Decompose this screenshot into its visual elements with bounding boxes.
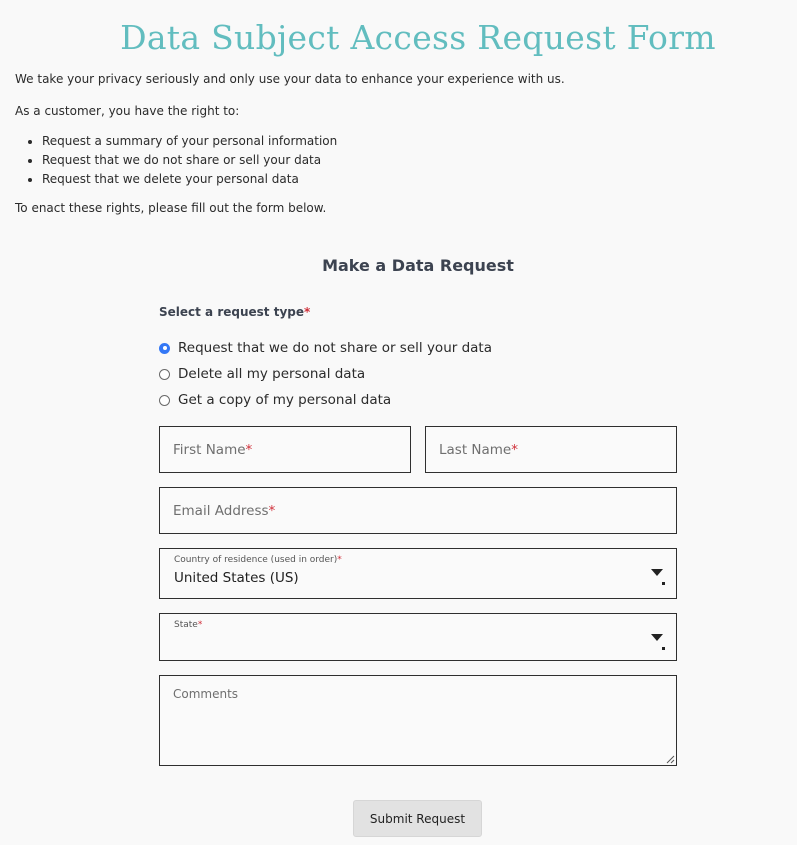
required-mark: * (304, 305, 311, 319)
radio-button[interactable] (159, 395, 170, 406)
country-label: Country of residence (used in order)* (174, 555, 342, 565)
country-select[interactable] (159, 548, 677, 599)
comments-field[interactable] (159, 675, 677, 766)
last-name-field[interactable] (425, 426, 677, 473)
comments-placeholder: Comments (173, 687, 239, 701)
chevron-down-icon[interactable] (651, 634, 663, 641)
state-select[interactable] (159, 613, 677, 661)
rights-list-item: • Request that we delete your personal data (42, 172, 785, 187)
dropdown-dot-icon (662, 582, 665, 585)
intro-text (15, 72, 785, 216)
dropdown-dot-icon (662, 647, 665, 650)
last-name-placeholder: Last Name* (439, 441, 518, 458)
radio-button-selected[interactable] (159, 343, 170, 354)
first-name-input[interactable] (160, 427, 410, 472)
radio-get-copy[interactable] (159, 391, 391, 409)
state-label: State* (174, 620, 203, 630)
radio-button[interactable] (159, 369, 170, 380)
rights-list-item: • Request a summary of your personal information (42, 134, 785, 149)
rights-list-item: • Request that we do not share or sell your data (42, 153, 785, 168)
submit-request-button[interactable]: Submit Request (353, 800, 482, 837)
intro-paragraph-instructions: To enact these rights, please fill out the form below. (15, 201, 327, 215)
radio-label: Delete all my personal data (178, 366, 366, 382)
form-heading: Make a Data Request (322, 256, 514, 275)
radio-label: Get a copy of my personal data (178, 392, 392, 408)
chevron-down-icon[interactable] (651, 569, 663, 576)
radio-do-not-sell[interactable] (159, 339, 492, 357)
email-field[interactable] (159, 487, 677, 534)
email-input[interactable] (160, 488, 676, 533)
country-value: United States (US) (174, 570, 299, 586)
radio-label: Request that we do not share or sell your data (178, 340, 492, 356)
intro-paragraph-rights: As a customer, you have the right to: (15, 104, 240, 118)
first-name-placeholder: First Name* (173, 441, 253, 458)
last-name-input[interactable] (426, 427, 676, 472)
first-name-field[interactable] (159, 426, 411, 473)
intro-paragraph-privacy: We take your privacy seriously and only use your data to enhance your experience with us. (15, 72, 565, 86)
request-type-label: Select a request type* (159, 305, 311, 319)
radio-delete-data[interactable] (159, 365, 365, 383)
email-placeholder: Email Address* (173, 502, 276, 519)
rights-list (15, 134, 785, 187)
resize-grip-icon[interactable] (666, 755, 675, 764)
page-title: Data Subject Access Request Form (120, 18, 716, 57)
